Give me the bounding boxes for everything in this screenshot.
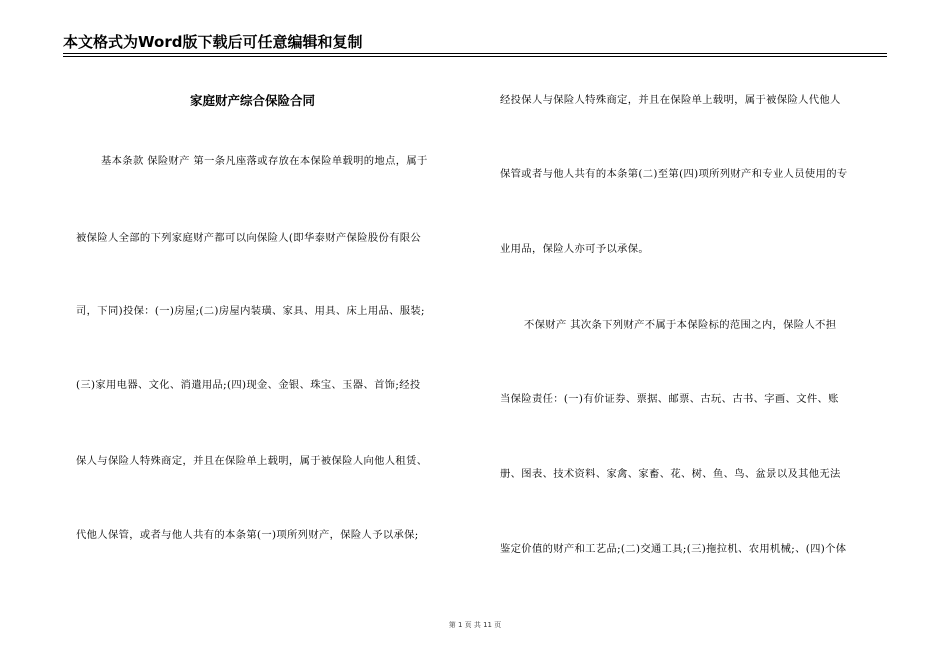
text-line: 司，下同)投保：(一)房屋;(二)房屋内装璜、家具、用具、床上用品、服装; xyxy=(76,305,425,317)
text-line: 被保险人全部的下列家庭财产都可以向保险人(即华泰财产保险股份有限公 xyxy=(76,232,422,244)
page-indicator: 第 1 页 共 11 页 xyxy=(448,621,502,629)
header-rule-bottom xyxy=(63,56,887,57)
text-line: (三)家用电器、文化、消遣用品;(四)现金、金银、珠宝、玉器、首饰;经投 xyxy=(76,379,421,391)
text-line: 册、图表、技术资料、家禽、家畜、花、树、鱼、鸟、盆景以及其他无法 xyxy=(500,468,841,480)
document-title: 家庭财产综合保险合同 xyxy=(190,93,316,108)
document-header-banner: 本文格式为Word版下载后可任意编辑和复制 xyxy=(63,33,363,51)
text-line: 当保险责任：(一)有价证券、票据、邮票、古玩、古书、字画、文件、账 xyxy=(500,393,839,405)
header-rule-top xyxy=(63,53,887,54)
text-line: 经投保人与保险人特殊商定，并且在保险单上载明，属于被保险人代他人 xyxy=(500,94,841,106)
text-line: 业用品，保险人亦可予以承保。 xyxy=(500,243,650,255)
text-line: 保人与保险人特殊商定，并且在保险单上载明，属于被保险人向他人租赁、 xyxy=(76,455,428,467)
text-line: 保管或者与他人共有的本条第(二)至第(四)项所列财产和专业人员使用的专 xyxy=(500,168,848,180)
text-line: 代他人保管，或者与他人共有的本条第(一)项所列财产，保险人予以承保; xyxy=(76,529,419,541)
text-line: 鉴定价值的财产和工艺品;(二)交通工具;(三)拖拉机、农用机械;、(四)个体 xyxy=(500,543,847,555)
text-line: 基本条款 保险财产 第一条凡座落或存放在本保险单载明的地点，属于 xyxy=(101,155,428,167)
text-line: 不保财产 其次条下列财产不属于本保险标的范围之内，保险人不担 xyxy=(524,319,837,331)
